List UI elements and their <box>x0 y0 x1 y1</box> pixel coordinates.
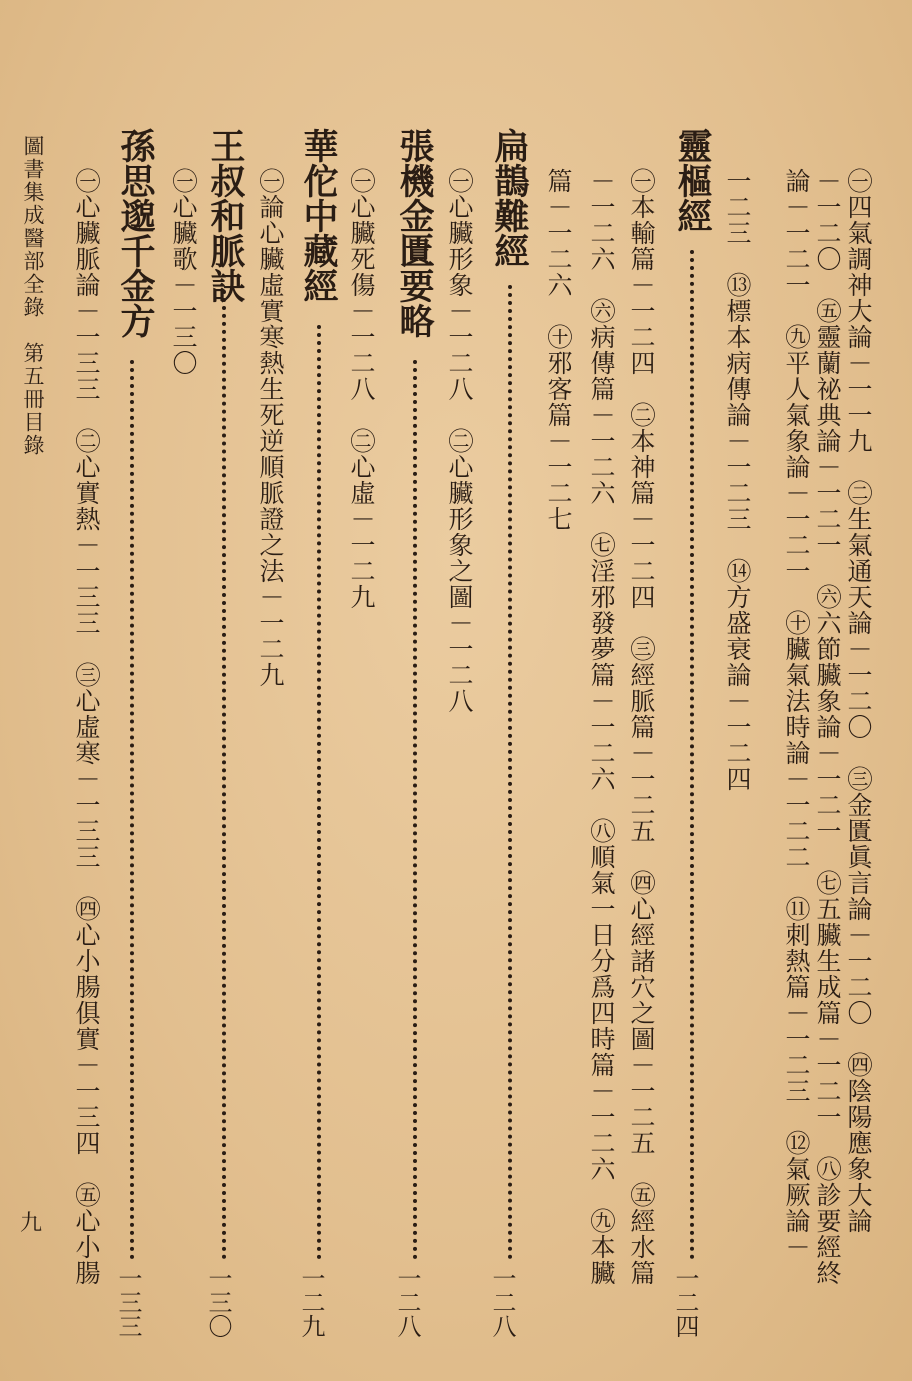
toc-line: －一二六 ㊅病傳篇－一二六 ㊆淫邪發夢篇－一二六 ㊇順氣一日分爲四時篇－一二六 ㊈本臟 <box>587 168 616 1286</box>
section-page-number: 一二四 <box>671 1266 699 1338</box>
toc-line: 論－一二一 ㊈平人氣象論－一二一 ㊉臟氣法時論－一二二 ⑪刺熱篇－一二三 ⑫氣厥論－ <box>782 168 811 1260</box>
section-page-number: 一二八 <box>393 1266 421 1338</box>
leader-dots <box>413 360 421 1260</box>
section-page-number: 一三〇 <box>204 1266 232 1338</box>
section-title-sunsimiao: 孫思邈千金方 <box>115 128 156 338</box>
leader-dots <box>222 290 230 1260</box>
toc-line: 一二三 ⑬標本病傳論－一二三 ⑭方盛衰論－一二四 <box>723 168 752 792</box>
toc-line: ㊀論心臟虛實寒熱生死逆順脈證之法－一二九 <box>256 168 285 688</box>
toc-line: ㊀四氣調神大論－一一九 ㊁生氣通天論－一二〇 ㊂金匱眞言論－一二〇 ㊃陰陽應象大論 <box>844 168 873 1234</box>
toc-line: ㊀心臟脈論－一三三 ㊁心實熱－一三三 ㊂心虛寒－一三三 ㊃心小腸俱實－一三四 ㊄心小腸 <box>72 168 101 1286</box>
leader-dots <box>130 360 138 1260</box>
section-title-wangshuhe: 王叔和脈訣 <box>205 128 246 303</box>
leader-dots <box>690 250 698 1260</box>
section-page-number: 一三三 <box>114 1266 142 1338</box>
toc-line: ㊀本輸篇－一二四 ㊁本神篇－一二四 ㊂經脈篇－一二五 ㊃心經諸穴之圖－一二五 ㊄經水篇 <box>627 168 656 1286</box>
toc-line: 篇－一二六 ㊉邪客篇－一二七 <box>544 168 573 532</box>
section-page-number: 一二九 <box>297 1266 325 1338</box>
toc-line: ㊀心臟歌－一三〇 <box>169 168 198 376</box>
toc-line: ㊀心臟死傷－一二八 ㊁心虛－一二九 <box>347 168 376 610</box>
leader-dots <box>508 285 516 1260</box>
toc-line: ㊀心臟形象－一二八 ㊁心臟形象之圖－一二八 <box>445 168 474 714</box>
section-title-lingshu: 靈樞經 <box>672 128 713 233</box>
section-page-number: 一二八 <box>488 1266 516 1338</box>
leader-dots <box>317 325 325 1260</box>
section-title-zhangji: 張機金匱要略 <box>394 128 435 338</box>
running-header: 圖書集成醫部全錄 第五冊目錄 <box>21 135 45 457</box>
section-title-bianque: 扁鵲難經 <box>489 128 530 268</box>
section-title-huatuo: 華佗中藏經 <box>298 128 339 303</box>
page-number: 九 <box>20 1211 43 1236</box>
toc-line: －一二〇 ㊄靈蘭祕典論－一二一 ㊅六節臟象論－一二一 ㊆五臟生成篇－一二一 ㊇診要經終 <box>813 168 842 1286</box>
